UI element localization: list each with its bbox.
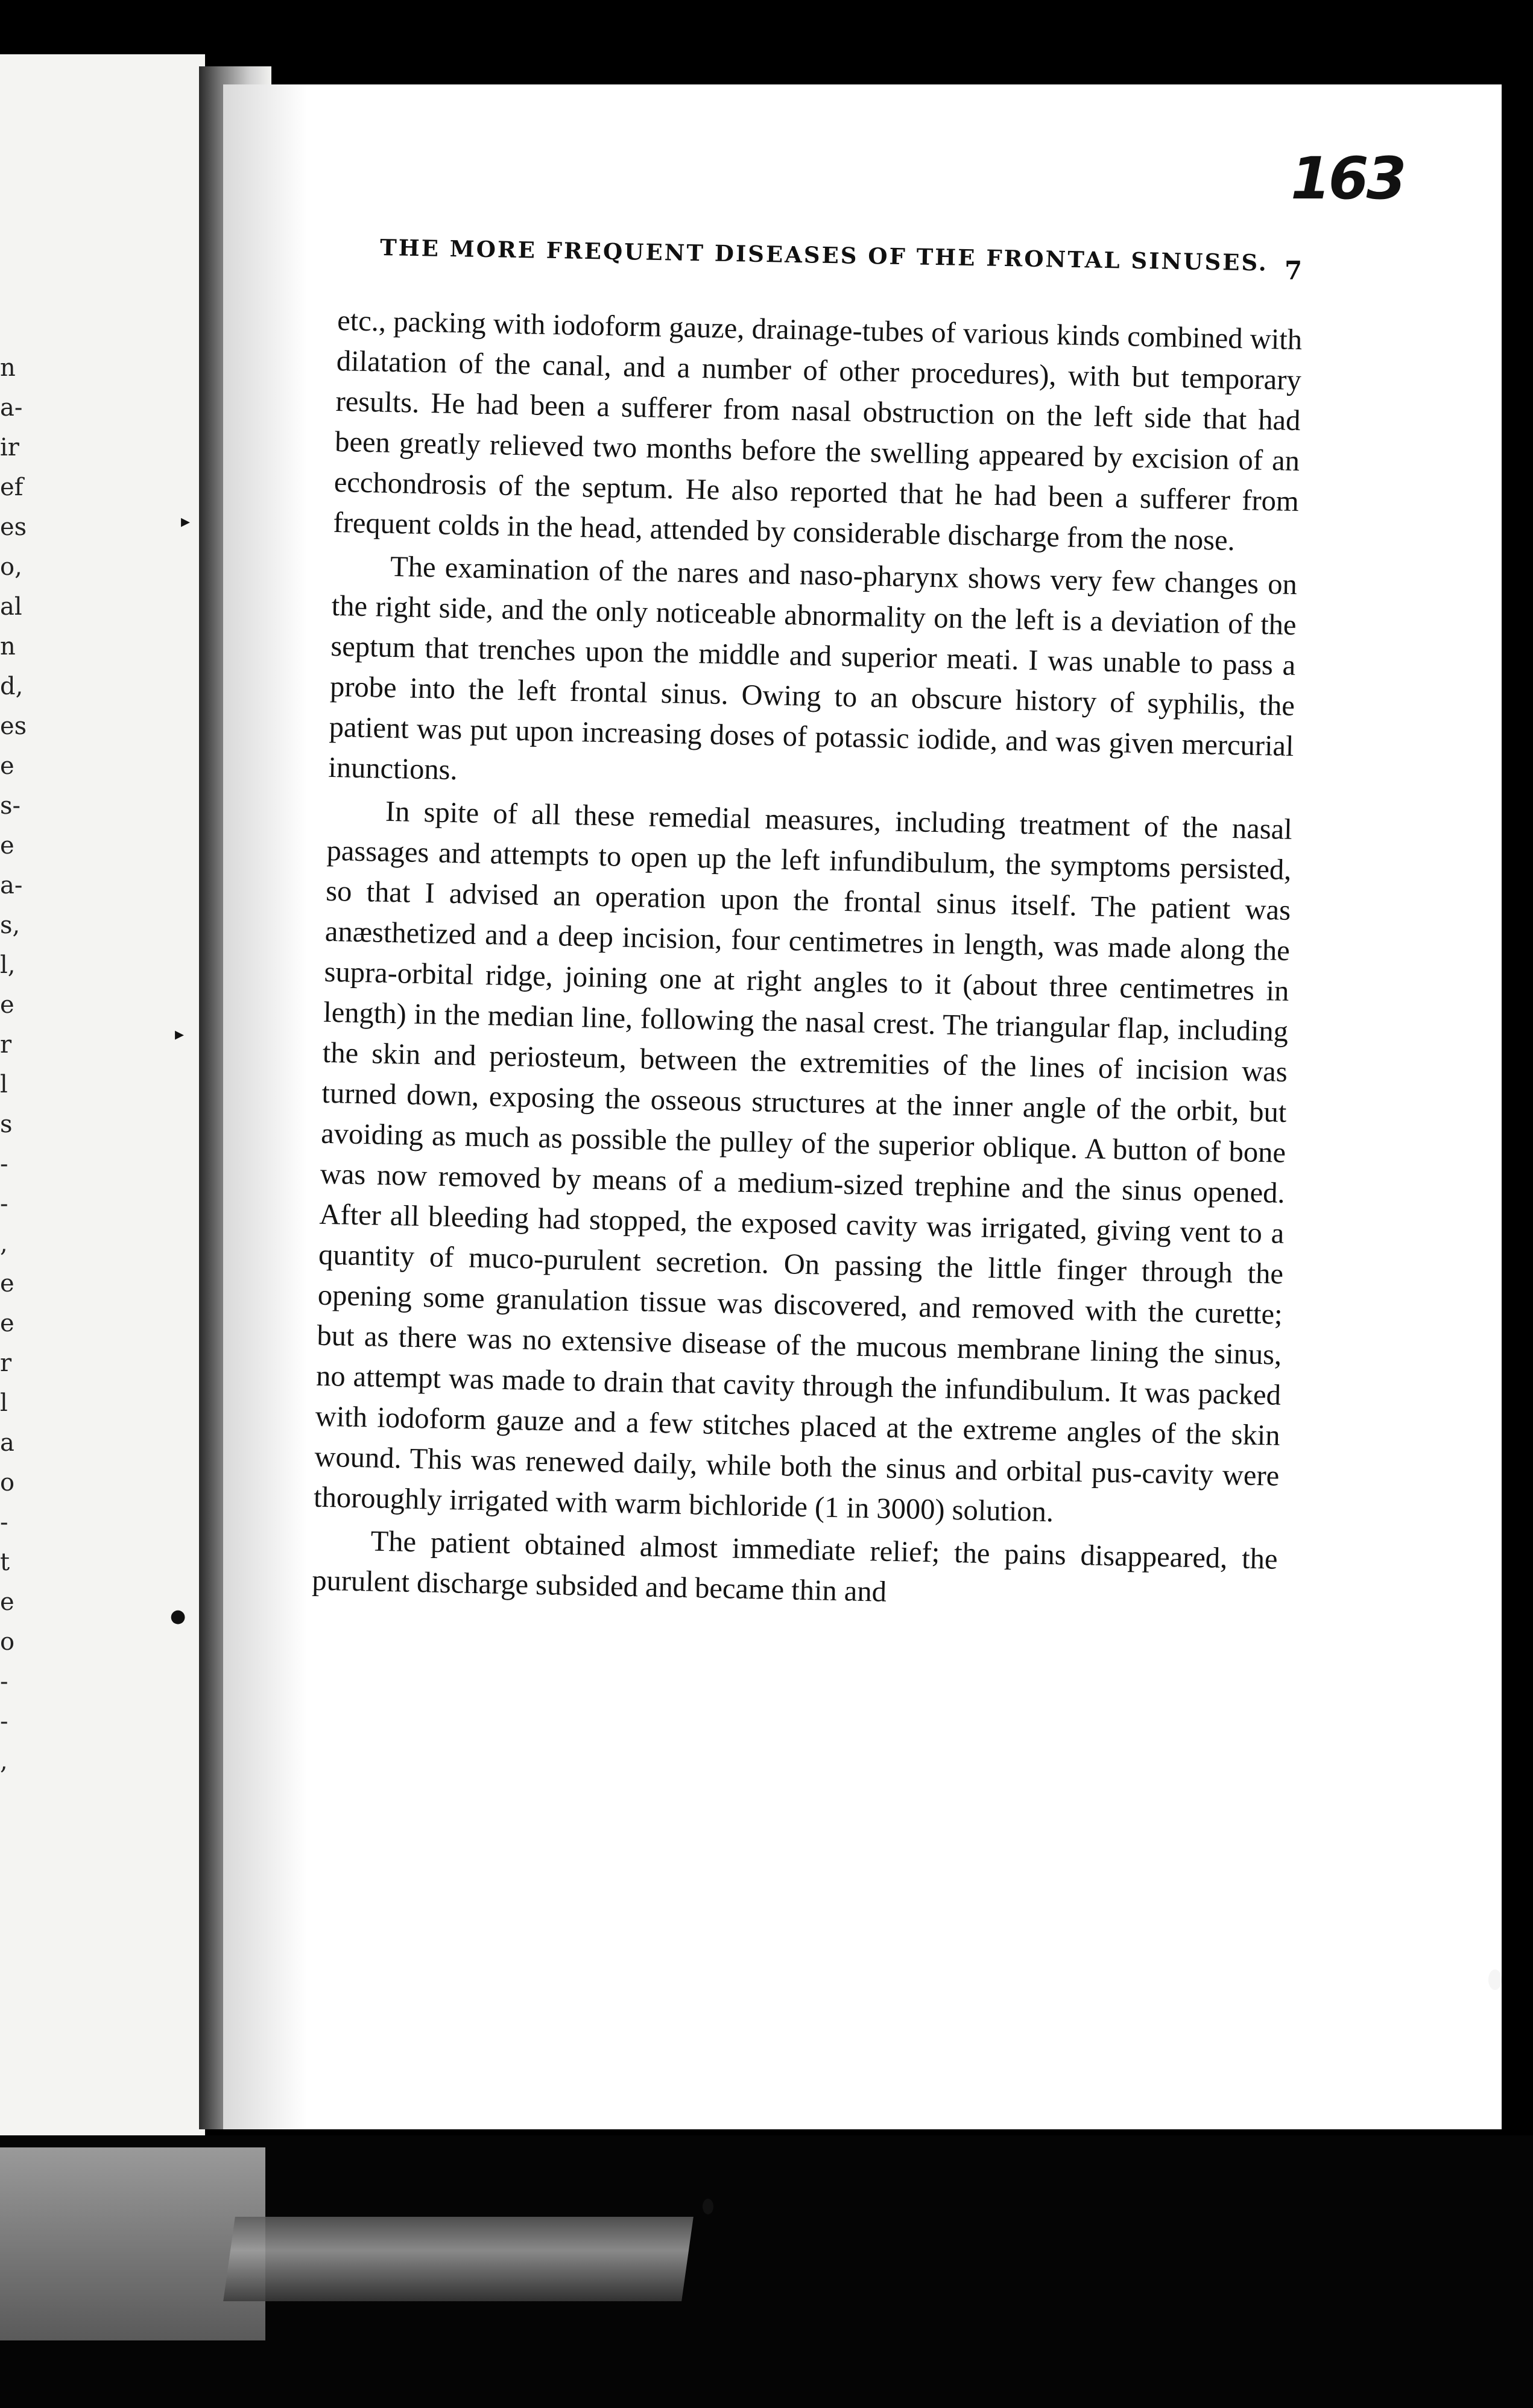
left-page-fragment: o [0,1469,15,1497]
left-page-fragment: - [0,1190,8,1218]
left-page-fragment: s- [0,792,21,820]
paragraph-4: The patient obtained almost immediate relief; the pains disappeared, the purulent discharge subsided and became thin and [311,1525,1278,1608]
left-page-fragment: , [0,1747,8,1775]
left-page-fragment: , [0,1230,8,1258]
page-number: 7 [1285,256,1303,285]
scan-speck [1488,1969,1502,1990]
left-page-fragment: l [0,1389,8,1417]
gutter-mark-2: ▸ [175,1024,185,1045]
left-page-fragment: e [0,1588,14,1616]
left-page-fragment: n [0,633,16,661]
left-page-fragment: o [0,1628,15,1656]
scan-speck [703,2199,713,2214]
left-page-fragment: - [0,1708,8,1735]
gutter-mark-1: ▸ [181,511,191,532]
left-page-fragment: l, [0,951,16,979]
left-page-fragment: l [0,1071,8,1098]
left-page-fragment: o, [0,553,22,581]
left-page-fragment: - [0,1509,8,1536]
page-shade [223,84,308,2129]
bottom-left-page-edge [0,2147,265,2340]
left-page-fragment: t [0,1548,10,1576]
left-page-fragment: e [0,752,14,780]
handwritten-page-number: 163 [1291,145,1405,212]
gutter-mark-3: ● [170,1606,186,1627]
left-page-fragment: a- [0,394,23,422]
left-page-fragment: - [0,1668,8,1696]
left-page-fragment: e [0,1270,14,1297]
left-page-fragment: r [0,1349,12,1377]
left-page-fragment: d, [0,673,24,700]
left-page-fragment: es [0,712,27,740]
running-head: THE MORE FREQUENT DISEASES OF THE FRONTAL SINUSES. [379,234,1269,276]
left-page-fragment: e [0,991,14,1019]
body-text [305,300,1302,1930]
left-page-fragment: a- [0,872,23,899]
left-page-fragment: es [0,513,27,541]
left-page-fragment: - [0,1150,8,1178]
paragraph-1: etc., packing with iodoform gauze, drainage-tubes of various kinds combined with dilatation of the canal, and a number of other procedures), with but temporary results. He had been a sufferer from nasal obstruction on the left side that had been greatly relieved two months before the swelling appeared by excision of an ecchondrosis of the septum. He also reported that he had been a sufferer from frequent colds in the head, attended by considerable discharge from the nose. [333,304,1303,557]
paragraph-3: In spite of all these remedial measures, including treatment of the nasal passages and attempts to open up the left infundibulum, the symptoms persisted, so that I advised an operation upon the frontal sinus itself. The patient was anæsthetized and a deep incision, four centimetres in length, was made along the supra-orbital ridge, joining one at right angles to it (about three centimetres in length) in the median line, following the nasal crest. The triangular flap, including the skin and periosteum, between the extremities of the lines of incision was turned down, exposing the osseous structures at the inner angle of the orbit, but avoiding as much as possible the pulley of the superior oblique. A button of bone was now removed by means of a medium-sized trephine and the sinus opened. After all bleeding had stopped, the exposed cavity was irrigated, giving vent to a quantity of muco-purulent secretion. On passing the little finger through the opening some granulation tissue was discovered, and removed with the curette; but as there was no extensive disease of the mucous membrane lining the sinus, no attempt was made to drain that cavity through the infundibulum. It was packed with iodoform gauze and a few stitches placed at the extreme angles of the skin wound. This was renewed daily, while both the sinus and orbital pus-cavity were thoroughly irrigated with warm bichloride (1 in 3000) solution. [313,795,1293,1529]
left-page-fragment: ef [0,474,24,501]
left-page-fragment: s, [0,911,21,939]
left-page-fragment: e [0,1310,14,1337]
left-page-fragment: al [0,593,22,621]
left-facing-page [0,54,205,2135]
left-page-fragment: ir [0,434,19,461]
left-page-fragment: s [0,1111,13,1138]
left-page-fragment: e [0,832,14,860]
bottom-reflection [223,2217,694,2301]
left-page-text-fragments [0,354,27,1985]
left-page-fragment: r [0,1031,12,1059]
left-page-fragment: n [0,354,16,382]
left-page-fragment: a [0,1429,14,1457]
paragraph-2: The examination of the nares and naso-pharynx shows very few changes on the right side, and the only noticeable abnormality on the left is a deviation of the septum that trenches upon the middle and superior meati. I was unable to pass a probe into the left frontal sinus. Owing to an obscure history of syphilis, the patient was put upon increasing doses of potassic iodide, and was given mercurial inunctions. [327,550,1298,787]
